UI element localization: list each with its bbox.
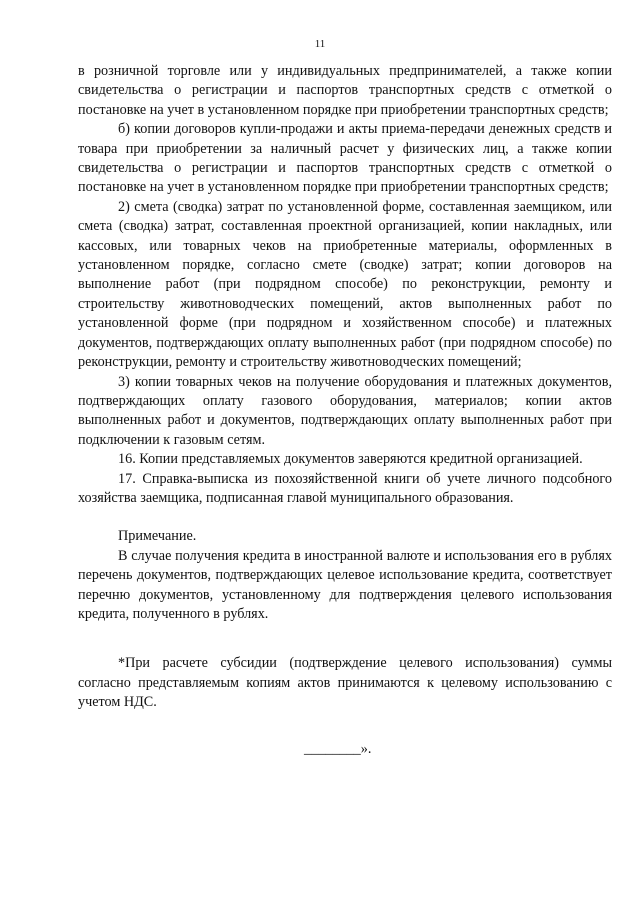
- note-text: В случае получения кредита в иностранной валюте и использования его в рублях перечень документов, подтверждающих целевое использование кредита, соответствует перечню документов, установленному для подтверждения целевого использования кредита, полученного в рублях.: [78, 547, 612, 622]
- closing-mark: ________».: [304, 741, 372, 757]
- paragraph-clause-16: 16. Копии представляемых документов заверяются кредитной организацией.: [118, 451, 583, 468]
- document-body: [78, 62, 612, 713]
- paragraph-item-b: б) копии договоров купли-продажи и акты приема-передачи денежных средств и товара при приобретении за наличный расчет у физических лиц, а также копии свидетельства о регистрации и паспортов транспортных средств с отметкой о постановке на учет в установленном порядке при приобретении транспортных средств;: [78, 121, 612, 196]
- paragraph-item-2: 2) смета (сводка) затрат по установленной форме, составленная заемщиком, или смета (сводка) затрат, составленная проектной организацией, копии накладных, или кассовых, или товарных чеков на приобретенные материалы, оформленных в установленном порядке, согласно смете (сводке) затрат; копии договоров на выполнение работ (при подрядном способе) по реконструкции, ремонту и строительству животноводческих помещений, актов выполненных работ по установленной форме (при подрядном и хозяйственном способе) и платежных документов, подтверждающих оплату выполненных работ (при подрядном способе) по реконструкции, ремонту и строительству животноводческих помещений;: [78, 198, 612, 371]
- page-number: 11: [314, 38, 326, 50]
- paragraph-continuation: в розничной торговле или у индивидуальных предпринимателей, а также копии свидетельства о регистрации и паспортов транспортных средств с отметкой о постановке на учет в установленном порядке при приобретении транспортных средств;: [78, 63, 612, 118]
- note-heading: Примечание.: [118, 528, 197, 545]
- paragraph-clause-17: 17. Справка-выписка из похозяйственной книги об учете личного подсобного хозяйства заемщика, подписанная главой муниципального образования.: [78, 470, 612, 506]
- paragraph-item-3: 3) копии товарных чеков на получение оборудования и платежных документов, подтверждающих оплату газового оборудования, материалов; копии актов выполненных работ и документов, подтверждающих оплату выполненных работ при подключении к газовым сетям.: [78, 373, 612, 448]
- footnote: *При расчете субсидии (подтверждение целевого использования) суммы согласно представляемым копиям актов принимаются к целевому использованию с учетом НДС.: [78, 655, 612, 711]
